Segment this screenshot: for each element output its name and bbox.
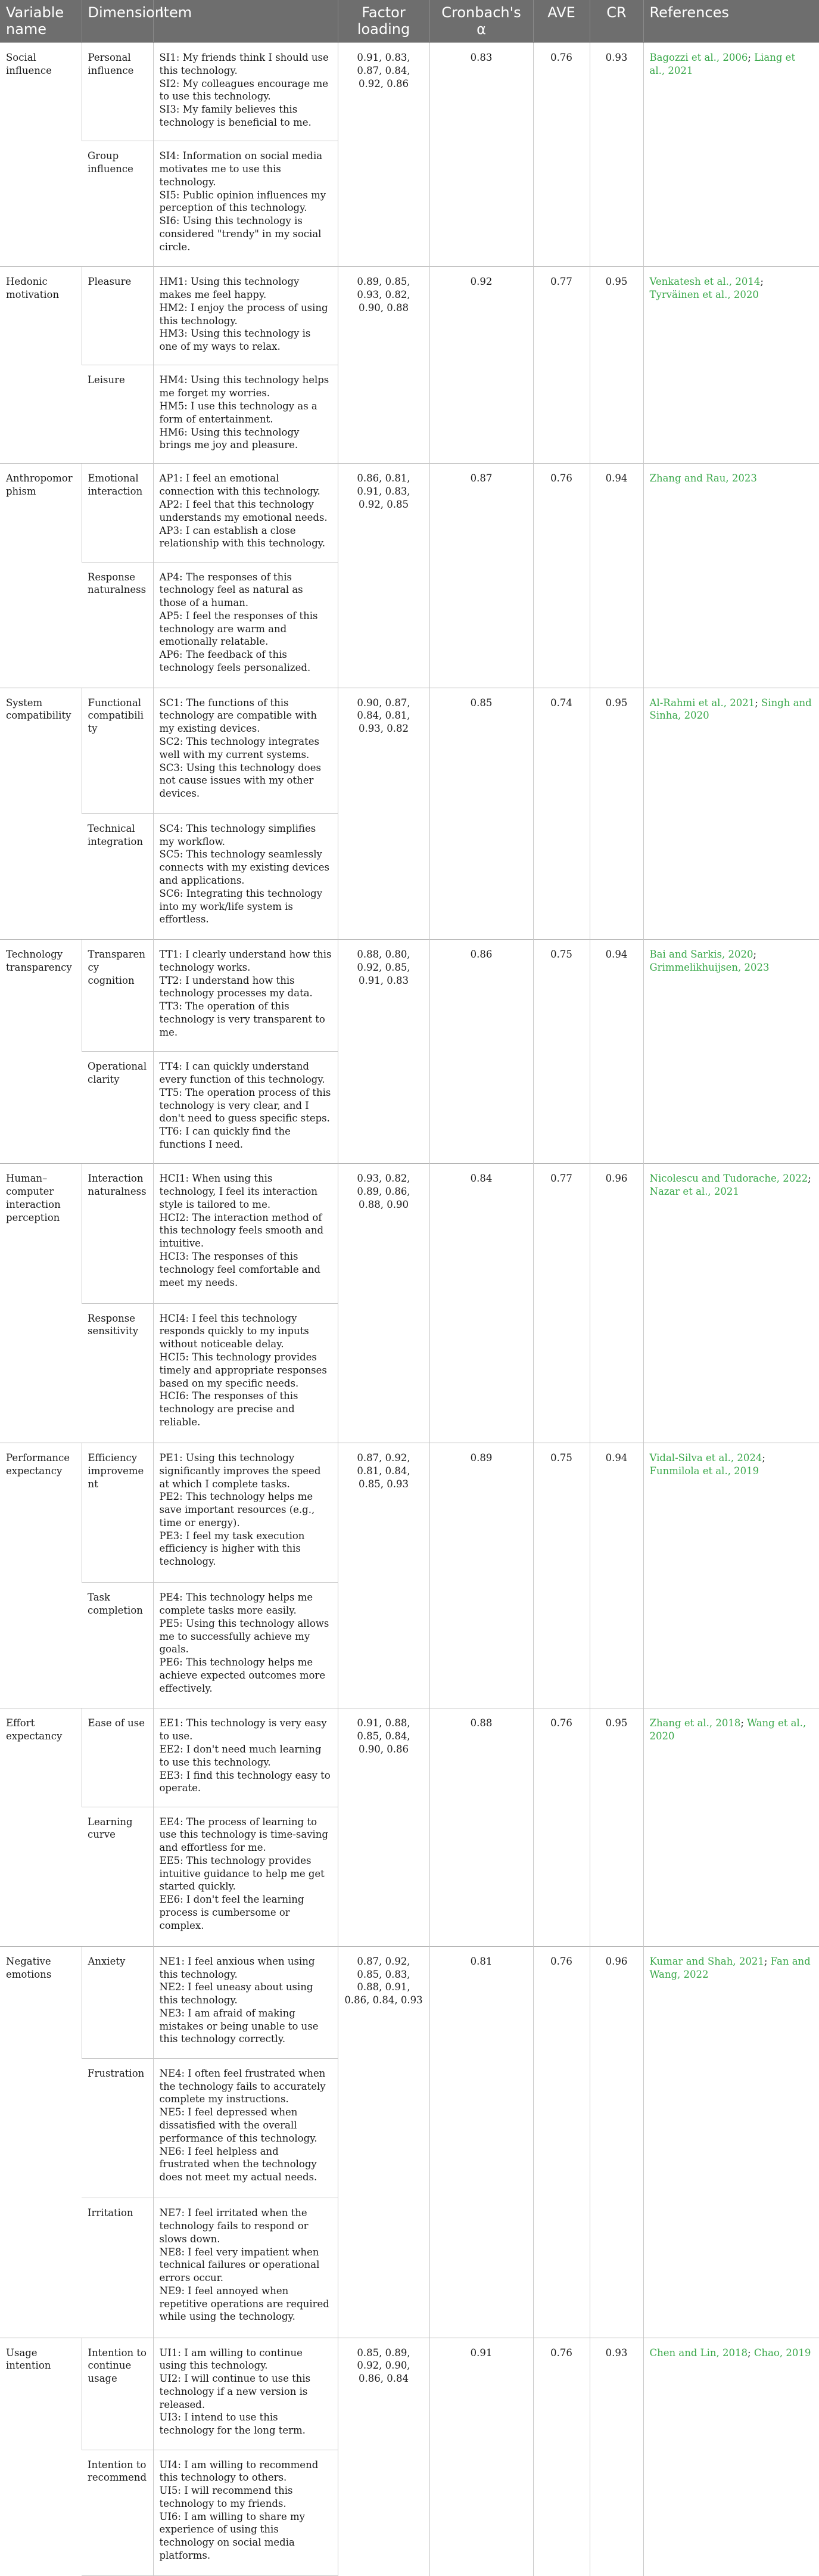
item-text: NE3: I am afraid of making mistakes or being unable to use this technology correctly.: [159, 2007, 319, 2045]
reference-link[interactable]: Chao, 2019: [753, 2347, 811, 2359]
variable-name-cell: Hedonic motivation: [0, 267, 82, 464]
item-cell: [153, 464, 338, 562]
table-body: [0, 43, 819, 2576]
cronbach-cell: 0.91: [429, 2338, 533, 2575]
item-cell: [153, 1807, 338, 1946]
item-text: HM3: Using this technology is one of my ways to relax.: [159, 328, 311, 353]
table-row: [0, 43, 819, 141]
item-cell: [153, 562, 338, 688]
item-cell: [153, 1303, 338, 1443]
item-text: AP4: The responses of this technology feel as natural as those of a human.: [159, 571, 303, 609]
item-text: SI5: Public opinion influences my perception of this technology.: [159, 189, 326, 214]
factor-loading-cell: 0.90, 0.87, 0.84, 0.81, 0.93, 0.82: [338, 688, 429, 939]
cronbach-cell: 0.87: [429, 464, 533, 688]
ave-cell: 0.76: [533, 43, 590, 267]
item-text: HM1: Using this technology makes me feel happy.: [159, 276, 300, 301]
reference-link[interactable]: Funmilola et al., 2019: [649, 1465, 759, 1477]
variable-name-cell: Negative emotions: [0, 1946, 82, 2338]
table-row: [0, 1443, 819, 1582]
item-cell: [153, 1583, 338, 1708]
reference-link[interactable]: Vidal-Silva et al., 2024: [649, 1452, 762, 1463]
item-text: SC1: The functions of this technology are compatible with my existing devices.: [159, 697, 317, 735]
item-text: NE4: I often feel frustrated when the technology fails to accurately complete my instructions.: [159, 2067, 326, 2105]
item-cell: [153, 1443, 338, 1582]
ave-cell: 0.76: [533, 464, 590, 688]
item-text: HM5: I use this technology as a form of entertainment.: [159, 400, 317, 425]
header-ave: AVE: [533, 0, 590, 43]
references-cell: [643, 688, 819, 939]
dimension-cell: Anxiety: [82, 1946, 153, 2058]
dimension-cell: Functional compatibility: [82, 688, 153, 813]
references-cell: [643, 1164, 819, 1443]
dimension-cell: Intention to recommend: [82, 2450, 153, 2575]
reference-separator: ;: [740, 1717, 748, 1729]
item-text: EE1: This technology is very easy to use.: [159, 1717, 327, 1742]
item-text: UI4: I am willing to recommend this technology to others.: [159, 2459, 319, 2484]
header-factor-loading: Factor loading: [338, 0, 429, 43]
factor-loading-cell: 0.91, 0.88, 0.85, 0.84, 0.90, 0.86: [338, 1708, 429, 1946]
ave-cell: 0.77: [533, 267, 590, 464]
item-text: HCI4: I feel this technology responds quickly to my inputs without noticeable delay.: [159, 1312, 309, 1350]
item-text: SC5: This technology seamlessly connects with my existing devices and applications.: [159, 849, 329, 886]
item-cell: [153, 2450, 338, 2575]
item-text: AP5: I feel the responses of this technology are warm and emotionally relatable.: [159, 610, 318, 648]
reference-link[interactable]: Venkatesh et al., 2014: [649, 276, 761, 288]
item-text: PE1: Using this technology significantly improves the speed at which I complete tasks.: [159, 1452, 321, 1490]
variable-name-cell: Social influence: [0, 43, 82, 267]
references-cell: [643, 1443, 819, 1708]
reference-link[interactable]: Bai and Sarkis, 2020: [649, 949, 753, 961]
item-text: TT4: I can quickly understand every function of this technology.: [159, 1061, 325, 1086]
item-text: NE7: I feel irritated when the technology fails to respond or slows down.: [159, 2207, 309, 2245]
table-row: [0, 1708, 819, 1807]
reference-separator: ;: [762, 1452, 765, 1463]
item-cell: [153, 940, 338, 1052]
reference-link[interactable]: Wang et al., 2020: [649, 1717, 806, 1742]
item-text: UI5: I will recommend this technology to my friends.: [159, 2485, 293, 2509]
item-text: SC6: Integrating this technology into my work/life system is effortless.: [159, 887, 323, 925]
cr-cell: 0.94: [590, 1443, 643, 1708]
item-text: NE8: I feel very impatient when technical failures or operational errors occur.: [159, 2246, 320, 2284]
cr-cell: 0.93: [590, 43, 643, 267]
item-cell: [153, 267, 338, 365]
item-text: HM2: I enjoy the process of using this technology.: [159, 302, 328, 327]
reference-link[interactable]: Chen and Lin, 2018: [649, 2347, 748, 2359]
references-cell: [643, 464, 819, 688]
cronbach-cell: 0.83: [429, 43, 533, 267]
header-cr: CR: [590, 0, 643, 43]
item-text: UI2: I will continue to use this technology if a new version is released.: [159, 2373, 311, 2410]
dimension-cell: Leisure: [82, 365, 153, 464]
item-cell: [153, 1164, 338, 1303]
dimension-cell: Technical integration: [82, 813, 153, 939]
item-text: HCI3: The responses of this technology feel comfortable and meet my needs.: [159, 1250, 320, 1288]
factor-loading-cell: 0.88, 0.80, 0.92, 0.85, 0.91, 0.83: [338, 940, 429, 1164]
item-cell: [153, 1052, 338, 1164]
item-cell: [153, 141, 338, 267]
dimension-cell: Operational clarity: [82, 1052, 153, 1164]
item-cell: [153, 813, 338, 939]
factor-loading-cell: 0.86, 0.81, 0.91, 0.83, 0.92, 0.85: [338, 464, 429, 688]
item-text: NE5: I feel depressed when dissatisfied with the overall performance of this technology.: [159, 2106, 317, 2144]
item-cell: [153, 365, 338, 464]
reference-link[interactable]: Singh and Sinha, 2020: [649, 697, 812, 722]
cronbach-cell: 0.88: [429, 1708, 533, 1946]
variable-name-cell: Human–computer interaction perception: [0, 1164, 82, 1443]
reference-link[interactable]: Liang et al., 2021: [649, 52, 796, 76]
reference-link[interactable]: Kumar and Shah, 2021: [649, 1955, 764, 1967]
item-text: TT2: I understand how this technology processes my data.: [159, 974, 313, 999]
references-cell: [643, 1708, 819, 1946]
variable-name-cell: Technology transparency: [0, 940, 82, 1164]
dimension-cell: Efficiency improvement: [82, 1443, 153, 1582]
item-text: HM6: Using this technology brings me joy and pleasure.: [159, 426, 300, 451]
cronbach-cell: 0.89: [429, 1443, 533, 1708]
cr-cell: 0.94: [590, 464, 643, 688]
item-text: PE2: This technology helps me save important resources (e.g., time or energy).: [159, 1491, 315, 1528]
item-cell: [153, 2198, 338, 2338]
header-dimension: Dimension: [82, 0, 153, 43]
item-text: SI3: My family believes this technology is beneficial to me.: [159, 104, 312, 129]
reference-link[interactable]: Bagozzi et al., 2006: [649, 52, 748, 64]
header-variable-name: Variable name: [0, 0, 82, 43]
ave-cell: 0.76: [533, 2338, 590, 2575]
factor-loading-cell: 0.93, 0.82, 0.89, 0.86, 0.88, 0.90: [338, 1164, 429, 1443]
references-cell: [643, 2338, 819, 2575]
header-row: [0, 0, 819, 43]
item-text: SI6: Using this technology is considered "trendy" in my social circle.: [159, 215, 322, 253]
references-cell: [643, 1946, 819, 2338]
variable-name-cell: Performance expectancy: [0, 1443, 82, 1708]
item-text: NE1: I feel anxious when using this technology.: [159, 1955, 315, 1980]
dimension-cell: Irritation: [82, 2198, 153, 2338]
item-text: PE5: Using this technology allows me to successfully achieve my goals.: [159, 1617, 329, 1655]
reference-separator: ;: [748, 52, 755, 64]
reference-link[interactable]: Grimmelikhuijsen, 2023: [649, 961, 770, 973]
ave-cell: 0.74: [533, 688, 590, 939]
factor-loading-cell: 0.91, 0.83, 0.87, 0.84, 0.92, 0.86: [338, 43, 429, 267]
cronbach-cell: 0.92: [429, 267, 533, 464]
table-row: [0, 464, 819, 562]
item-text: AP2: I feel that this technology understands my emotional needs.: [159, 499, 328, 523]
cr-cell: 0.93: [590, 2338, 643, 2575]
factor-loading-cell: 0.87, 0.92, 0.81, 0.84, 0.85, 0.93: [338, 1443, 429, 1708]
reference-link[interactable]: Nazar et al., 2021: [649, 1186, 739, 1198]
cr-cell: 0.94: [590, 940, 643, 1164]
item-text: NE9: I feel annoyed when repetitive operations are required while using the technology.: [159, 2285, 329, 2323]
reference-separator: ;: [764, 1955, 771, 1967]
dimension-cell: Response sensitivity: [82, 1303, 153, 1443]
item-text: TT3: The operation of this technology is very transparent to me.: [159, 1000, 325, 1038]
ave-cell: 0.76: [533, 1708, 590, 1946]
table-row: [0, 1946, 819, 2058]
item-cell: [153, 1708, 338, 1807]
cronbach-cell: 0.86: [429, 940, 533, 1164]
item-cell: [153, 1946, 338, 2058]
dimension-cell: Task completion: [82, 1583, 153, 1708]
item-text: EE6: I don't feel the learning process is cumbersome or complex.: [159, 1894, 304, 1931]
reference-separator: ;: [753, 949, 757, 961]
table-row: [0, 940, 819, 1052]
cr-cell: 0.95: [590, 688, 643, 939]
reference-separator: ;: [755, 697, 761, 709]
dimension-cell: Intention to continue usage: [82, 2338, 153, 2450]
dimension-cell: Emotional interaction: [82, 464, 153, 562]
cronbach-cell: 0.84: [429, 1164, 533, 1443]
reference-link[interactable]: Zhang and Rau, 2023: [649, 473, 757, 484]
dimension-cell: Transparency cognition: [82, 940, 153, 1052]
dimension-cell: Interaction naturalness: [82, 1164, 153, 1303]
item-text: AP6: The feedback of this technology feels personalized.: [159, 649, 311, 673]
item-text: EE5: This technology provides intuitive guidance to help me get started quickly.: [159, 1854, 325, 1893]
item-text: UI1: I am willing to continue using this technology.: [159, 2347, 303, 2372]
item-cell: [153, 43, 338, 141]
item-text: SC2: This technology integrates well with my current systems.: [159, 736, 319, 760]
table-row: [0, 1164, 819, 1303]
references-cell: [643, 267, 819, 464]
variable-name-cell: Usage intention: [0, 2338, 82, 2575]
item-text: UI6: I am willing to share my experience of using this technology on social media platforms.: [159, 2510, 305, 2561]
item-text: PE4: This technology helps me complete tasks more easily.: [159, 1592, 313, 1617]
cr-cell: 0.96: [590, 1946, 643, 2338]
item-text: EE3: I find this technology easy to operate.: [159, 1769, 331, 1794]
cr-cell: 0.95: [590, 1708, 643, 1946]
item-text: SC3: Using this technology does not cause issues with my other devices.: [159, 762, 321, 800]
variable-name-cell: Effort expectancy: [0, 1708, 82, 1946]
table-row: [0, 2338, 819, 2450]
dimension-cell: Personal influence: [82, 43, 153, 141]
item-text: SI1: My friends think I should use this technology.: [159, 52, 329, 76]
item-text: TT1: I clearly understand how this technology works.: [159, 949, 332, 973]
reference-separator: ;: [760, 276, 764, 288]
cronbach-cell: 0.85: [429, 688, 533, 939]
item-text: EE2: I don't need much learning to use this technology.: [159, 1744, 322, 1768]
dimension-cell: Response naturalness: [82, 562, 153, 688]
cr-cell: 0.95: [590, 267, 643, 464]
item-cell: [153, 688, 338, 813]
item-text: EE4: The process of learning to use this technology is time-saving and effortless for me.: [159, 1816, 328, 1854]
dimension-cell: Group influence: [82, 141, 153, 267]
reference-link[interactable]: Tyrväinen et al., 2020: [649, 289, 759, 301]
item-text: AP3: I can establish a close relationship with this technology.: [159, 524, 326, 549]
item-text: NE6: I feel helpless and frustrated when the technology does not meet my actual needs.: [159, 2145, 317, 2183]
item-text: SI2: My colleagues encourage me to use this technology.: [159, 77, 328, 102]
reference-separator: ;: [808, 1173, 811, 1185]
ave-cell: 0.77: [533, 1164, 590, 1443]
reference-link[interactable]: Zhang et al., 2018: [649, 1717, 741, 1729]
item-cell: [153, 2058, 338, 2198]
references-cell: [643, 43, 819, 267]
dimension-cell: Learning curve: [82, 1807, 153, 1946]
item-text: SC4: This technology simplifies my workflow.: [159, 822, 316, 847]
item-text: UI3: I intend to use this technology for the long term.: [159, 2412, 306, 2437]
header-item: Item: [153, 0, 338, 43]
header-references: References: [643, 0, 819, 43]
ave-cell: 0.75: [533, 1443, 590, 1708]
table-row: [0, 688, 819, 813]
item-text: SI4: Information on social media motivates me to use this technology.: [159, 150, 323, 188]
reference-separator: ;: [748, 2347, 754, 2359]
factor-loading-cell: 0.85, 0.89, 0.92, 0.90, 0.86, 0.84: [338, 2338, 429, 2575]
item-text: PE3: I feel my task execution efficiency is higher with this technology.: [159, 1530, 305, 1568]
item-text: HCI5: This technology provides timely and appropriate responses based on my specific needs.: [159, 1351, 327, 1389]
item-text: HCI1: When using this technology, I feel its interaction style is tailored to me.: [159, 1173, 317, 1210]
variable-name-cell: Anthropomorphism: [0, 464, 82, 688]
ave-cell: 0.76: [533, 1946, 590, 2338]
item-text: HCI2: The interaction method of this technology feels smooth and intuitive.: [159, 1211, 324, 1250]
dimension-cell: Frustration: [82, 2058, 153, 2198]
dimension-cell: Ease of use: [82, 1708, 153, 1807]
item-text: TT6: I can quickly find the functions I need.: [159, 1126, 291, 1150]
item-text: TT5: The operation process of this technology is very clear, and I don't need to guess specific steps.: [159, 1086, 331, 1124]
item-text: AP1: I feel an emotional connection with this technology.: [159, 473, 320, 498]
item-text: HCI6: The responses of this technology are precise and reliable.: [159, 1390, 298, 1428]
item-cell: [153, 2338, 338, 2450]
variable-name-cell: System compatibility: [0, 688, 82, 939]
ave-cell: 0.75: [533, 940, 590, 1164]
item-text: HM4: Using this technology helps me forget my worries.: [159, 374, 329, 399]
cronbach-cell: 0.81: [429, 1946, 533, 2338]
header-cronbach: Cronbach's α: [429, 0, 533, 43]
reference-link[interactable]: Al-Rahmi et al., 2021: [649, 697, 755, 709]
item-text: PE6: This technology helps me achieve expected outcomes more effectively.: [159, 1657, 326, 1694]
factor-loading-cell: 0.87, 0.92, 0.85, 0.83, 0.88, 0.91, 0.86, 0.84, 0.93: [338, 1946, 429, 2338]
dimension-cell: Pleasure: [82, 267, 153, 365]
item-text: NE2: I feel uneasy about using this technology.: [159, 1981, 313, 2006]
table-row: [0, 267, 819, 365]
references-cell: [643, 940, 819, 1164]
factor-loading-cell: 0.89, 0.85, 0.93, 0.82, 0.90, 0.88: [338, 267, 429, 464]
reference-link[interactable]: Nicolescu and Tudorache, 2022: [649, 1173, 808, 1185]
cr-cell: 0.96: [590, 1164, 643, 1443]
reference-link[interactable]: Fan and Wang, 2022: [649, 1955, 811, 1980]
